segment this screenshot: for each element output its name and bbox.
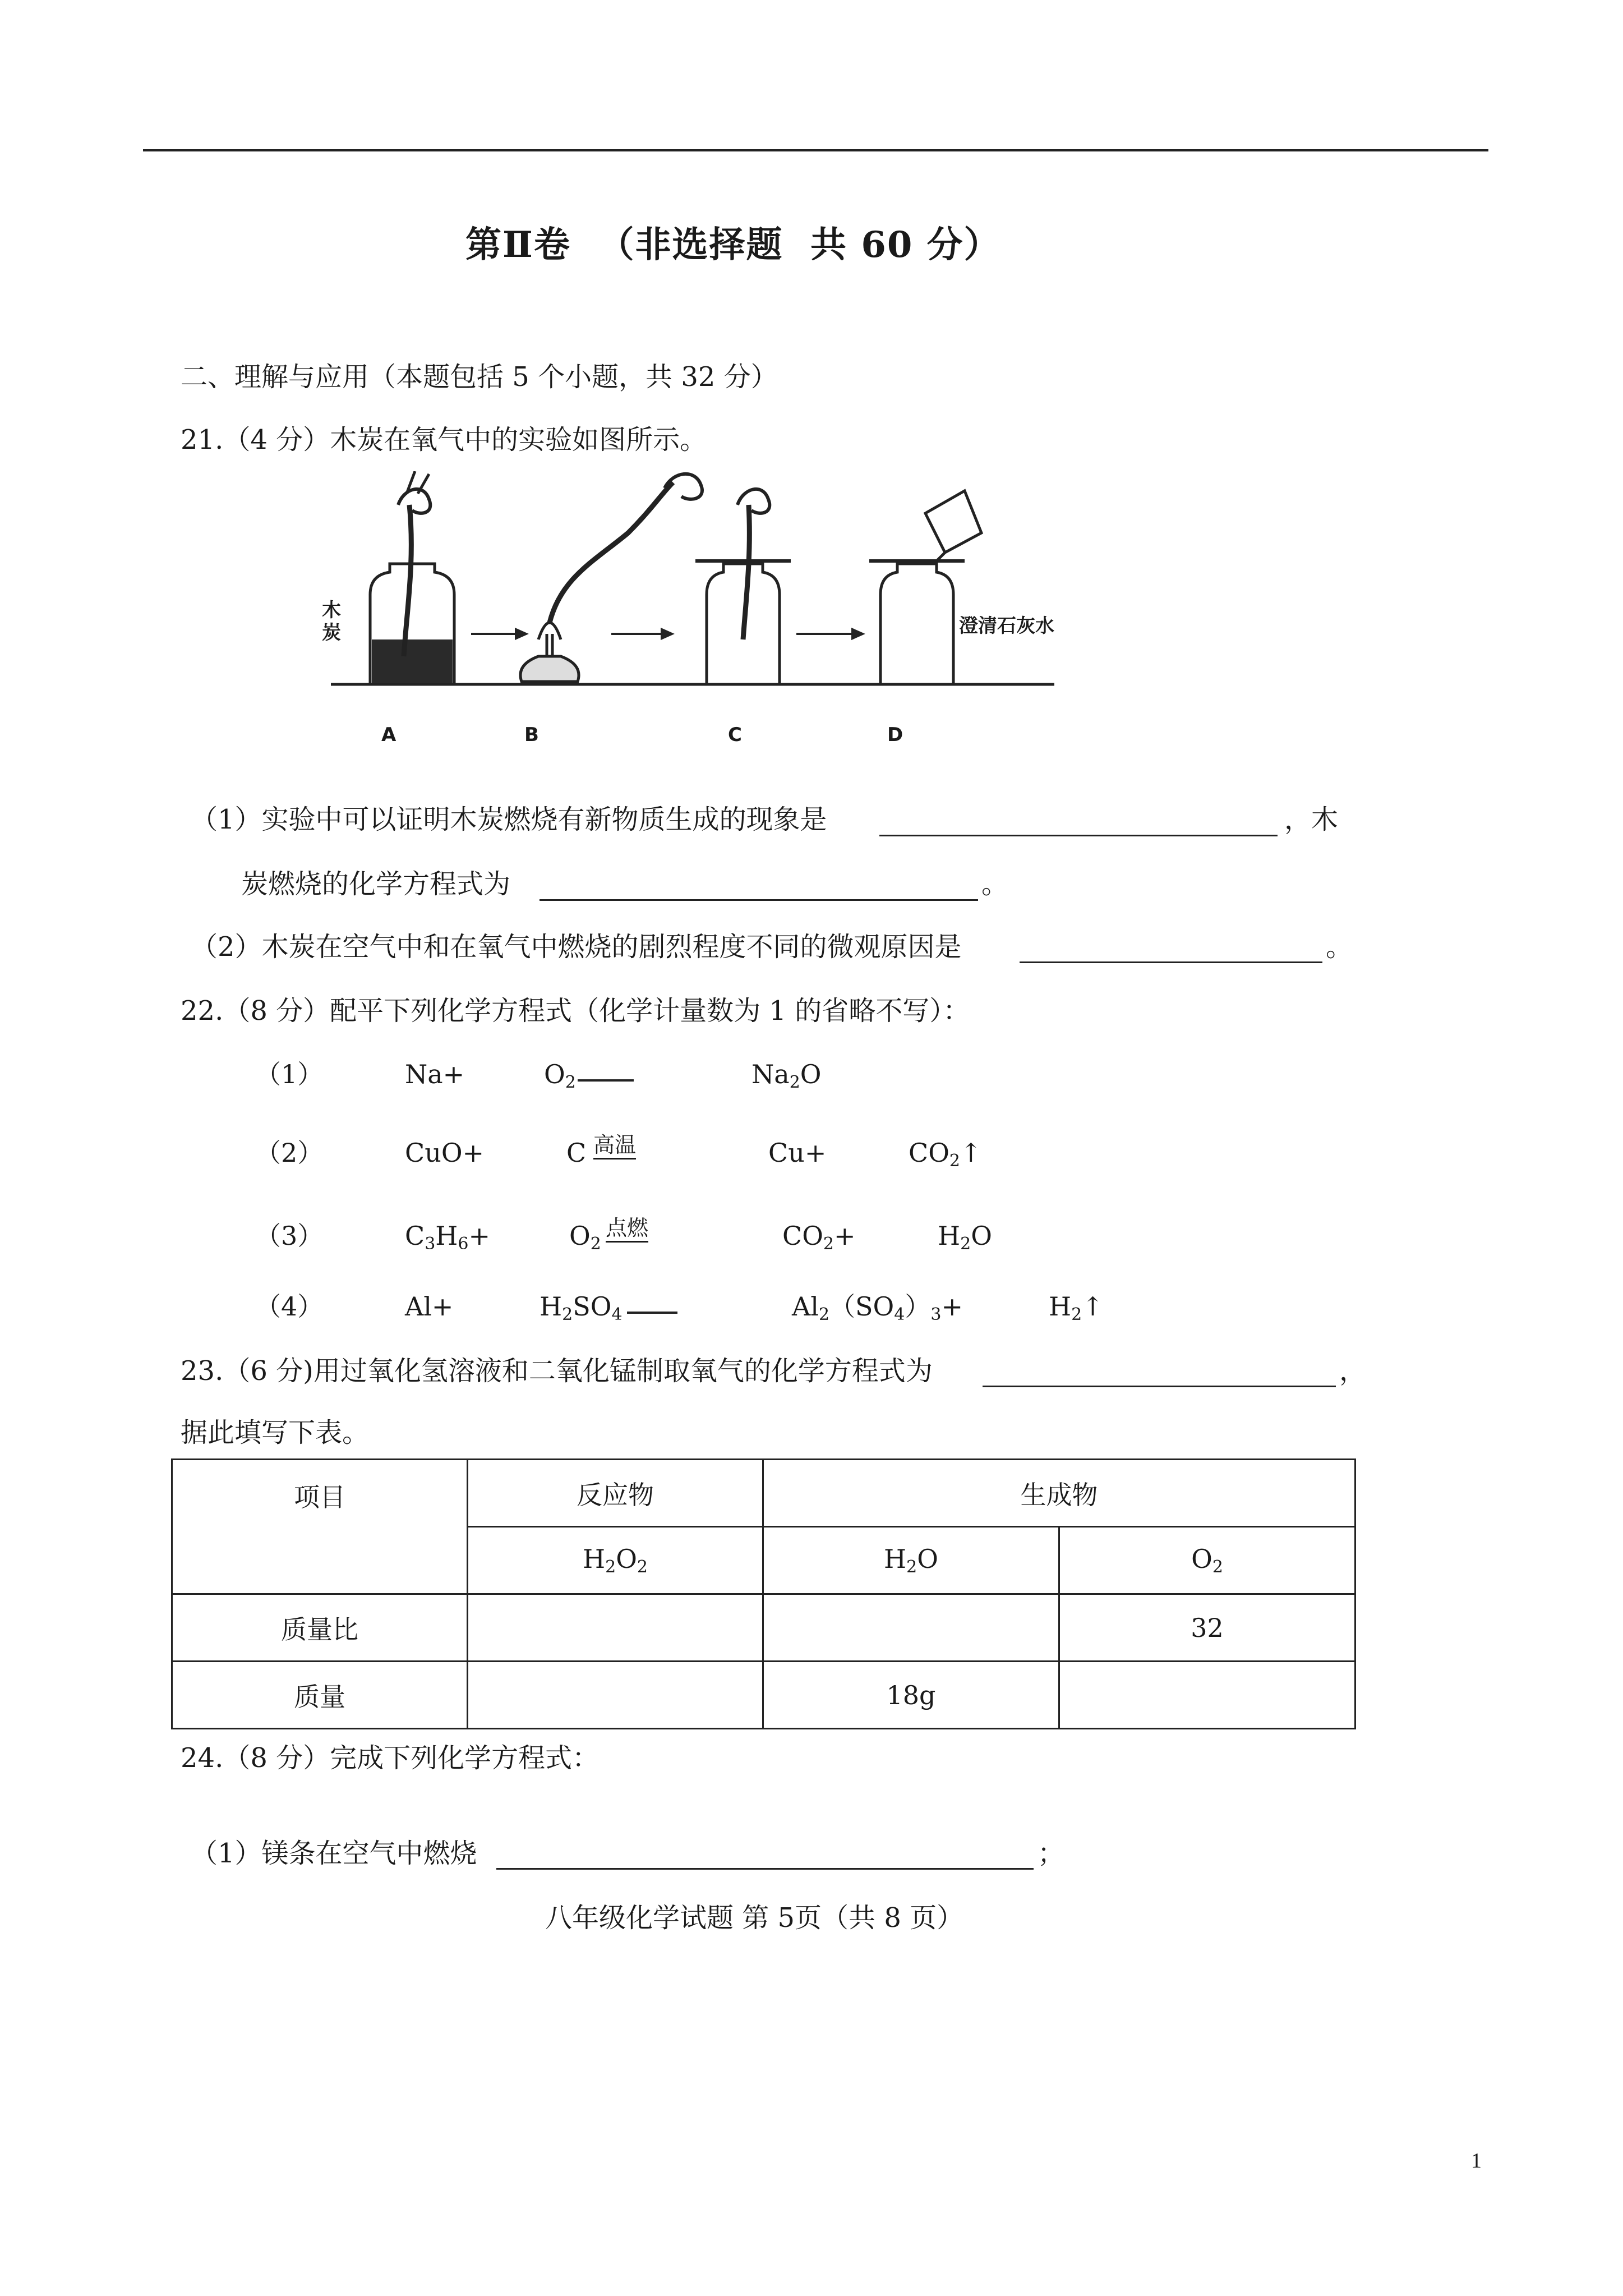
q21-part1-line2-end: 。 [981, 868, 1009, 900]
q24-part1: （1）镁条在空气中燃烧 [191, 1838, 477, 1869]
q21-part2: （2）木炭在空气中和在氧气中燃烧的剧烈程度不同的微观原因是 [191, 931, 962, 963]
page-footer: 八年级化学试题 第 5页（共 8 页） [545, 1902, 964, 1934]
q22-row3-a: $C_3H_6+$ [405, 1221, 491, 1254]
q22-row2-d: $CO_2↑$ [909, 1138, 982, 1171]
q22-row2-condition: 高温 [593, 1133, 637, 1157]
q22-row1-bar [578, 1079, 634, 1082]
table-cell-ratio-o2: 32 [1059, 1594, 1355, 1662]
section-heading: 二、理解与应用（本题包括 5 个小题，共 32 分） [181, 361, 778, 393]
q22-row2-a: CuO+ [405, 1138, 485, 1168]
q22-row3-c: $CO_2+$ [782, 1221, 856, 1254]
q22-row2-num: （2） [255, 1138, 324, 1168]
table-row-mass-ratio-label: 质量比 [172, 1594, 468, 1662]
table-sub-h2o2: $H_2O_2$ [468, 1527, 763, 1594]
figure-label-a: A [381, 724, 396, 746]
table-cell-mass-h2o: 18g [763, 1662, 1059, 1729]
q23-line2: 据此填写下表。 [181, 1417, 370, 1448]
q22-row2-b: C [566, 1138, 587, 1168]
q21-part1-line1: （1）实验中可以证明木炭燃烧有新物质生成的现象是 [191, 804, 827, 835]
q22-row4-bar [627, 1312, 677, 1314]
page-title: 第Ⅱ卷 （非选择题 共 60 分） [465, 224, 1001, 266]
q21-stem: 21.（4 分）木炭在氧气中的实验如图所示。 [181, 424, 707, 455]
q21-part2-blank[interactable] [1020, 961, 1322, 963]
q23-stem: 23.（6 分)用过氧化氢溶液和二氧化锰制取氧气的化学方程式为 [181, 1355, 933, 1387]
q21-part2-end: 。 [1326, 931, 1353, 963]
table-cell-mass-h2o2[interactable] [468, 1662, 763, 1729]
q22-row4-c: $Al_2(SO_4)_3+$ [792, 1291, 963, 1324]
q23-table [171, 1458, 1356, 1729]
arrow-2 [611, 629, 672, 638]
q21-part1-blank-1[interactable] [879, 835, 1278, 836]
table-sub-o2: $O_2$ [1059, 1527, 1355, 1594]
table-header-item: 项目 [172, 1460, 468, 1594]
q22-row1-num: （1） [255, 1059, 324, 1089]
table-row-mass-label: 质量 [172, 1662, 468, 1729]
figure-label-c: C [728, 724, 742, 746]
charcoal-label-2: 炭 [322, 622, 341, 644]
jar-c-drawing [695, 489, 791, 684]
page-number: 1 [1471, 2149, 1482, 2173]
q23-stem-end: ， [1339, 1355, 1367, 1387]
q24-part1-blank[interactable] [496, 1868, 1034, 1870]
q22-row3-b: $O_2$ [569, 1221, 601, 1254]
limewater-label: 澄清石灰水 [959, 615, 1054, 637]
q23-blank[interactable] [983, 1386, 1336, 1387]
q22-row3-condition: 点燃 [606, 1216, 649, 1240]
q21-part1-line1-end: ，木 [1284, 804, 1339, 835]
arrow-3 [796, 629, 863, 638]
q22-row2-c: Cu+ [768, 1138, 827, 1168]
q22-row4-num: （4） [255, 1291, 324, 1322]
q22-row1-b: $O_2$ [544, 1059, 576, 1092]
q22-row4-a: Al+ [405, 1291, 454, 1322]
q24-part1-end: ； [1038, 1838, 1065, 1869]
q22-row1-a: Na+ [405, 1059, 465, 1089]
charcoal-label-1: 木 [322, 599, 341, 622]
q22-row3-num: （3） [255, 1221, 324, 1251]
q21-part1-blank-2[interactable] [540, 899, 978, 901]
table-cell-ratio-h2o2[interactable] [468, 1594, 763, 1662]
lamp-b-drawing [520, 474, 702, 682]
table-header-product: 生成物 [763, 1460, 1355, 1527]
q22-stem: 22.（8 分）配平下列化学方程式（化学计量数为 1 的省略不写）： [181, 995, 970, 1027]
table-header-reactant: 反应物 [468, 1460, 763, 1527]
arrow-1 [471, 629, 526, 638]
q24-stem: 24.（8 分）完成下列化学方程式： [181, 1742, 600, 1774]
experiment-figure [314, 471, 1071, 763]
table-cell-mass-o2[interactable] [1059, 1662, 1355, 1729]
table-sub-h2o: $H_2O$ [763, 1527, 1059, 1594]
top-rule [143, 149, 1488, 151]
jar-a-drawing [370, 471, 454, 684]
jar-d-drawing [869, 491, 981, 684]
table-cell-ratio-h2o[interactable] [763, 1594, 1059, 1662]
q22-row3-d: $H_2O$ [938, 1221, 992, 1254]
figure-label-b: B [524, 724, 539, 746]
figure-label-d: D [887, 724, 903, 746]
q21-part1-line2: 炭燃烧的化学方程式为 [241, 868, 511, 900]
q22-row1-c: $Na_2O$ [751, 1059, 822, 1092]
q22-row4-b: $H_2SO_4$ [540, 1291, 623, 1324]
q22-row4-d: $H_2↑$ [1049, 1291, 1104, 1324]
